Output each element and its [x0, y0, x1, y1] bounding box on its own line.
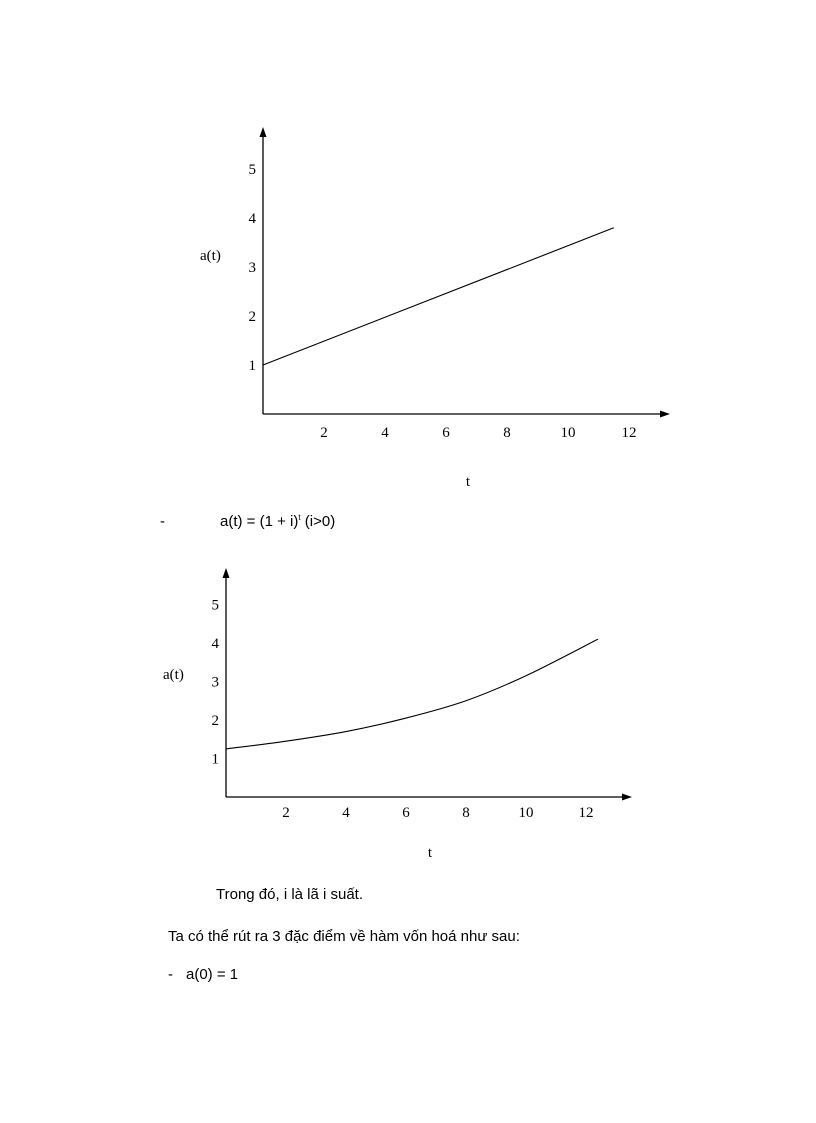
- x-tick-label: 2: [282, 805, 290, 821]
- y-tick-label: 3: [211, 674, 219, 691]
- y-tick-label: 3: [248, 260, 256, 276]
- x-tick-label: 4: [342, 805, 350, 821]
- x-tick-label: 10: [518, 805, 534, 821]
- y-axis-label: a(t): [200, 248, 221, 264]
- y-tick-label: 5: [211, 597, 219, 614]
- x-axis-arrow: [622, 794, 632, 801]
- y-tick-label: 4: [211, 636, 219, 652]
- y-axis-arrow: [223, 568, 230, 578]
- x-tick-label: 8: [503, 425, 511, 441]
- x-tick-label: 2: [320, 425, 328, 441]
- series-line: [263, 228, 614, 365]
- y-axis-arrow: [260, 127, 267, 137]
- x-tick-label: 10: [560, 425, 576, 441]
- formula-compound: [220, 513, 335, 530]
- formula-condition: (i>0): [300, 513, 336, 530]
- x-tick-label: 12: [621, 425, 637, 441]
- formula-exponent: t: [298, 513, 301, 522]
- chart-linear: [0, 0, 816, 500]
- series-line: [226, 639, 598, 749]
- y-tick-label: 1: [211, 751, 219, 768]
- y-tick-label: 5: [248, 162, 256, 178]
- x-tick-label: 8: [462, 805, 470, 821]
- where-line: Trong đó, i là lã i suất.: [216, 886, 364, 903]
- y-axis-label: a(t): [163, 667, 184, 683]
- x-tick-label: 12: [578, 805, 594, 821]
- x-tick-label: 6: [402, 805, 410, 821]
- formula-main: a(t) = (1 + i): [220, 513, 299, 530]
- bullet-dash-2: -: [168, 966, 173, 983]
- x-axis-label: t: [465, 474, 471, 490]
- y-tick-label: 4: [248, 211, 256, 227]
- x-tick-label: 4: [381, 425, 389, 441]
- property-a0: a(0) = 1: [186, 966, 239, 983]
- x-axis-arrow: [660, 411, 670, 418]
- x-axis-label: t: [427, 845, 433, 861]
- y-tick-label: 1: [248, 358, 256, 374]
- x-tick-label: 6: [442, 425, 450, 441]
- bullet-dash: -: [160, 513, 165, 530]
- summary-line: Ta có thể rút ra 3 đặc điểm về hàm vốn hoá như sau:: [168, 928, 520, 945]
- y-tick-label: 2: [211, 713, 219, 729]
- y-tick-label: 2: [248, 309, 256, 325]
